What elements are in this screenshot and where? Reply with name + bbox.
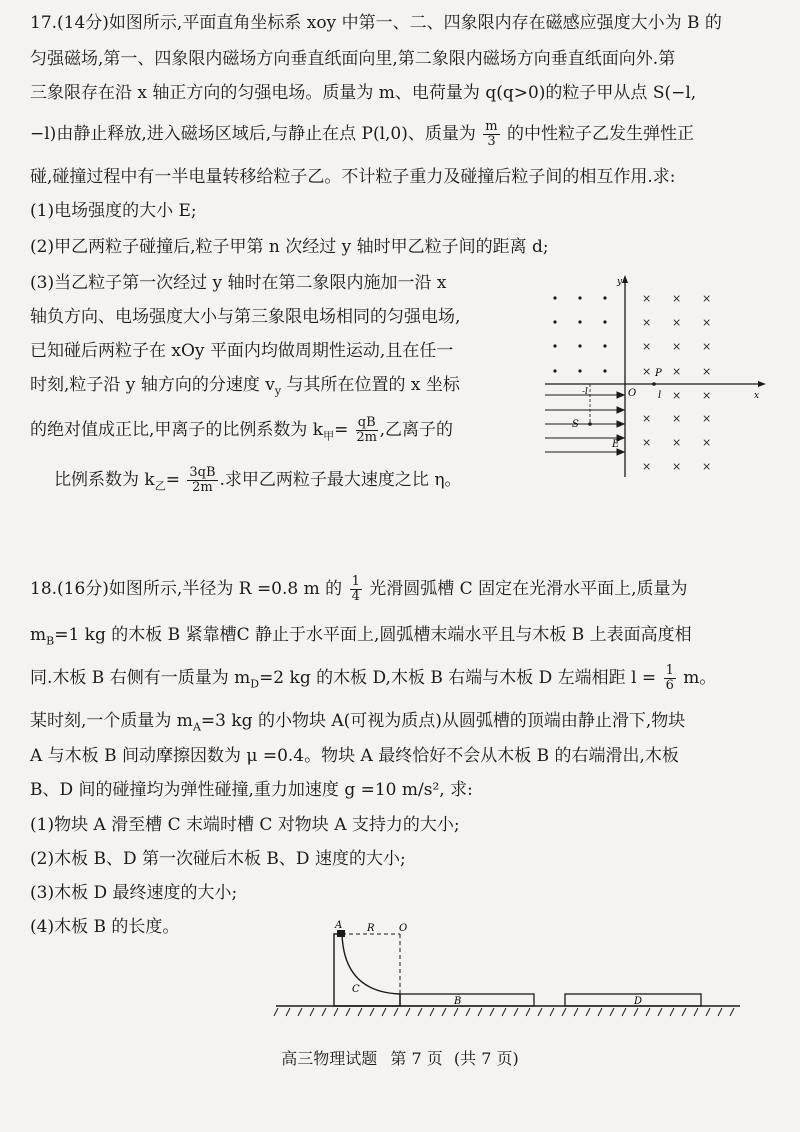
svg-text:×: × (702, 412, 712, 425)
field-E-label: E (612, 439, 620, 450)
footer-total: (共 7 页) (453, 1049, 519, 1068)
svg-text:×: × (672, 365, 682, 378)
svg-text:×: × (642, 340, 652, 353)
q18-line-1: 18.(16分)如图所示,半径为 R =0.8 m 的 $\frac{1}{4}$ 光滑圆弧槽 C 固定在光滑水平面上,质量为 (30, 574, 688, 604)
label-C: C (352, 984, 360, 995)
l-label: l (658, 390, 662, 401)
q17-sub-3-line-1: (3)当乙粒子第一次经过 y 轴时在第二象限内施加一沿 x (30, 273, 447, 293)
q17-sub-3-line-4: 时刻,粒子沿 y 轴方向的分速度 $v_y$ 与其所在位置的 x 坐标 (30, 375, 460, 398)
q17-line-3: 三象限存在沿 x 轴正方向的匀强电场。质量为 m、电荷量为 q(q>0)的粒子甲从点 S(−l, (30, 83, 697, 103)
magnetic-field-in-crosses (642, 292, 711, 473)
q17-sub-2: (2)甲乙两粒子碰撞后,粒子甲第 n 次经过 y 轴时甲乙粒子间的距离 d; (30, 237, 549, 257)
board-D (565, 994, 701, 1006)
q17-line-4 (30, 120, 694, 149)
neg-l-label: -l (582, 387, 588, 397)
svg-text:×: × (642, 460, 652, 473)
page-footer (0, 1046, 800, 1069)
q17-field-diagram (540, 272, 770, 482)
point-P-label: P (655, 368, 662, 379)
fraction-1-over-4: $\frac{1}{4}$ (351, 574, 360, 604)
svg-text:×: × (672, 316, 682, 329)
q17-sub-3-line-2: 轴负方向、电场强度大小与第三象限电场相同的匀强电场, (30, 307, 461, 327)
q18-sub-2: (2)木板 B、D 第一次碰后木板 B、D 速度的大小; (30, 849, 406, 869)
ground-hatching (274, 1008, 734, 1016)
board-B (400, 994, 534, 1006)
fraction-3qB-over-2m: $\frac{3qB}{2m}$ (189, 465, 216, 495)
q18-line-4: 某时刻,一个质量为 $m_A=3$ kg 的小物块 A(可视为质点)从圆弧槽的顶端由静止滑下,物块 (30, 711, 686, 734)
label-D: D (634, 996, 643, 1007)
q18-sub-4: (4)木板 B 的长度。 (30, 917, 180, 937)
q17-line-5: 碰,碰撞过程中有一半电量转移给粒子乙。不计粒子重力及碰撞后粒子间的相互作用.求: (30, 167, 676, 187)
arc-groove-C (334, 934, 400, 1006)
q18-line-6: B、D 间的碰撞均为弹性碰撞,重力加速度 g =10 m/s², 求: (30, 780, 473, 800)
point-S-label: S (572, 419, 579, 430)
q17-sub-3-line-3: 已知碰后两粒子在 xOy 平面内均做周期性运动,且在任一 (30, 341, 454, 361)
label-A: A (335, 920, 343, 931)
label-O: O (399, 923, 408, 934)
svg-text:×: × (672, 412, 682, 425)
svg-text:×: × (672, 460, 682, 473)
y-axis-label: y (617, 277, 623, 287)
q17-sub-3-line-5: 的绝对值成正比,甲离子的比例系数为 $k_甲=$ $\frac{qB}{2m}$ ,乙离子的 (30, 415, 454, 445)
q17-line-4-text: −l)由静止释放,进入磁场区域后,与静止在点 P(l,0)、质量为 (30, 124, 476, 144)
svg-text:×: × (672, 389, 682, 402)
q17-line-4-tail: 的中性粒子乙发生弹性正 (507, 124, 695, 144)
x-axis-label: x (754, 391, 760, 401)
origin-label: O (628, 388, 637, 399)
q18-line-2: $m_B=1$ kg 的木板 B 紧靠槽C 静止于水平面上,圆弧槽末端水平且与木板 B 上表面高度相 (30, 625, 692, 648)
q17-line-1: 17.(14分)如图所示,平面直角坐标系 xoy 中第一、二、四象限内存在磁感应强度大小为 B 的 (30, 13, 722, 33)
label-R: R (367, 923, 375, 934)
q18-apparatus-diagram (270, 918, 750, 1028)
svg-text:×: × (702, 365, 712, 378)
magnetic-field-out-dots (553, 296, 606, 372)
svg-text:×: × (672, 436, 682, 449)
q18-sub-3: (3)木板 D 最终速度的大小; (30, 883, 238, 903)
q18-sub-1: (1)物块 A 滑至槽 C 末端时槽 C 对物块 A 支持力的大小; (30, 815, 460, 835)
svg-text:×: × (642, 365, 652, 378)
svg-text:×: × (672, 340, 682, 353)
q17-sub-3-line-6: 比例系数为 $k_乙=$ $\frac{3qB}{2m}$ .求甲乙两粒子最大速度之比 η。 (54, 465, 462, 495)
q17-line-2: 匀强磁场,第一、四象限内磁场方向垂直纸面向里,第二象限内磁场方向垂直纸面向外.第 (30, 49, 676, 69)
fraction-qB-over-2m: $\frac{qB}{2m}$ (356, 415, 377, 445)
svg-text:×: × (642, 316, 652, 329)
svg-text:×: × (672, 292, 682, 305)
svg-text:×: × (702, 389, 712, 402)
svg-text:×: × (702, 436, 712, 449)
fraction-m-over-3: $\frac{m}{3}$ (485, 119, 498, 149)
label-B: B (454, 996, 462, 1007)
footer-page: 第 7 页 (390, 1049, 443, 1068)
svg-text:×: × (642, 412, 652, 425)
svg-text:×: × (702, 316, 712, 329)
svg-text:×: × (642, 292, 652, 305)
q18-line-3: 同.木板 B 右侧有一质量为 $m_D=2$ kg 的木板 D,木板 B 右端与木板 D 左端相距 l = $\frac{1}{6}$ m。 (30, 663, 717, 693)
svg-text:×: × (702, 340, 712, 353)
q18-line-5: A 与木板 B 间动摩擦因数为 μ =0.4。物块 A 最终恰好不会从木板 B 的右端滑出,木板 (30, 746, 679, 766)
q17-sub-1: (1)电场强度的大小 E; (30, 201, 197, 221)
svg-text:×: × (642, 436, 652, 449)
svg-text:×: × (702, 292, 712, 305)
svg-text:×: × (702, 460, 712, 473)
footer-title: 高三物理试题 (281, 1049, 378, 1068)
block-A (337, 930, 345, 937)
fraction-1-over-6: $\frac{1}{6}$ (665, 663, 674, 693)
